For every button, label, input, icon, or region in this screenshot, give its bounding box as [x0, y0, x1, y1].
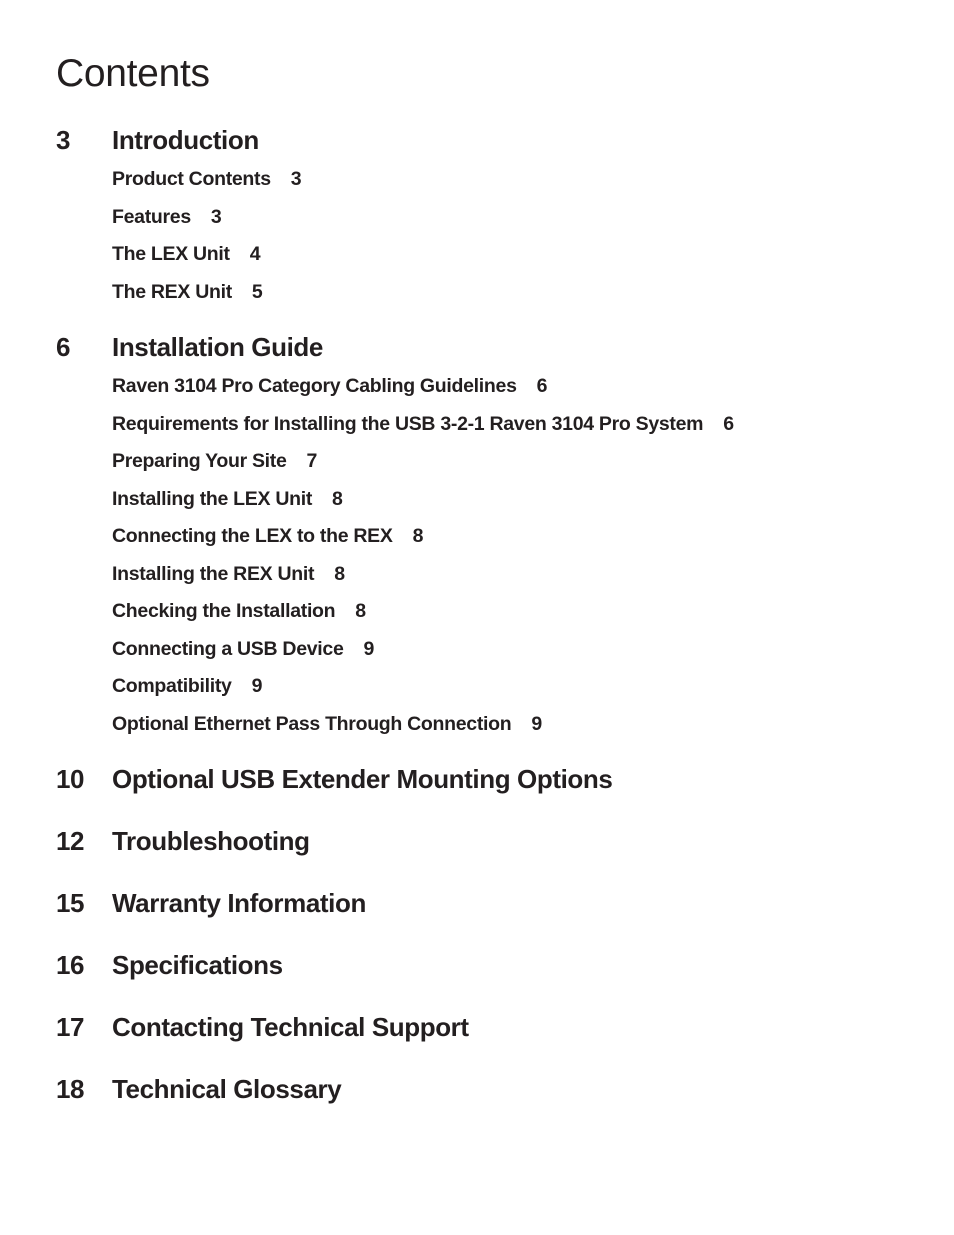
toc-sub-list [112, 161, 916, 311]
toc-item-title: Raven 3104 Pro Category Cabling Guidelines [112, 375, 517, 397]
toc-item-title: The REX Unit [112, 280, 232, 303]
toc-item-page-number: 3 [210, 205, 222, 228]
toc-section-heading[interactable] [56, 823, 916, 859]
toc-item-page-number: 6 [536, 375, 548, 397]
toc-item-title: Checking the Installation [112, 600, 336, 622]
toc-item-page-number: 8 [332, 487, 343, 510]
toc-item-page-number: 5 [251, 280, 263, 303]
toc-item-title: Installing the REX Unit [112, 562, 315, 585]
toc-section-mounting-options [56, 761, 916, 797]
toc-item[interactable] [112, 274, 916, 312]
toc-sub-list [112, 368, 916, 743]
toc-section-title: Troubleshooting [112, 826, 310, 856]
toc-item-title: Product Contents [112, 168, 271, 190]
toc-item-page-number: 3 [290, 168, 302, 190]
toc-item-page-number: 9 [251, 675, 263, 697]
toc-item[interactable] [112, 706, 916, 744]
toc-item-title: Preparing Your Site [112, 450, 287, 472]
toc-item-page-number: 4 [249, 243, 261, 265]
toc-section-heading[interactable] [56, 1071, 916, 1107]
toc-section-heading[interactable] [56, 885, 916, 921]
toc-section-page-number: 17 [56, 1012, 85, 1042]
toc-section-heading[interactable] [56, 761, 916, 797]
toc-item-page-number: 6 [723, 412, 734, 435]
toc-section-title: Technical Glossary [112, 1074, 342, 1104]
toc-item[interactable] [112, 481, 916, 519]
toc-section-heading[interactable] [56, 122, 916, 158]
toc-section-page-number: 16 [56, 950, 85, 980]
toc-item[interactable] [112, 518, 916, 556]
toc-section-introduction [56, 122, 916, 311]
toc-item-page-number: 8 [355, 600, 366, 622]
toc-item[interactable] [112, 443, 916, 481]
table-of-contents [56, 122, 916, 1107]
toc-item-page-number: 7 [306, 450, 318, 472]
page-title: Contents [56, 52, 210, 95]
toc-item[interactable] [112, 236, 916, 274]
toc-section-title: Installation Guide [112, 332, 323, 362]
toc-section-troubleshooting [56, 823, 916, 859]
toc-item[interactable] [112, 556, 916, 594]
toc-item-title: The LEX Unit [112, 243, 230, 265]
toc-item[interactable] [112, 593, 916, 631]
toc-section-warranty [56, 885, 916, 921]
toc-section-specifications [56, 947, 916, 983]
toc-section-heading[interactable] [56, 1009, 916, 1045]
toc-section-glossary [56, 1071, 916, 1107]
toc-section-title: Optional USB Extender Mounting Options [112, 764, 613, 794]
toc-item-page-number: 8 [334, 562, 345, 585]
toc-section-title: Specifications [112, 950, 283, 980]
toc-item-title: Optional Ethernet Pass Through Connection [112, 712, 512, 735]
toc-section-heading[interactable] [56, 947, 916, 983]
toc-item-page-number: 8 [412, 525, 424, 547]
toc-item[interactable] [112, 406, 916, 444]
toc-section-page-number: 10 [56, 764, 85, 794]
toc-section-title: Contacting Technical Support [112, 1012, 469, 1042]
toc-section-page-number: 12 [56, 826, 85, 856]
toc-section-title: Introduction [112, 125, 259, 155]
toc-item[interactable] [112, 368, 916, 406]
toc-section-heading[interactable] [56, 329, 916, 365]
toc-item-title: Requirements for Installing the USB 3-2-1 Raven 3104 Pro System [112, 412, 704, 435]
toc-item-title: Installing the LEX Unit [112, 487, 313, 510]
toc-item-page-number: 9 [531, 712, 542, 735]
toc-item[interactable] [112, 631, 916, 669]
toc-section-page-number: 15 [56, 888, 85, 918]
toc-section-installation-guide [56, 329, 916, 743]
toc-section-page-number: 3 [56, 125, 71, 155]
toc-item-title: Connecting a USB Device [112, 637, 344, 660]
toc-section-title: Warranty Information [112, 888, 366, 918]
toc-section-page-number: 18 [56, 1074, 85, 1104]
toc-item-title: Compatibility [112, 675, 232, 697]
toc-item-title: Features [112, 205, 191, 228]
toc-item[interactable] [112, 161, 916, 199]
toc-section-technical-support [56, 1009, 916, 1045]
toc-item[interactable] [112, 199, 916, 237]
toc-item[interactable] [112, 668, 916, 706]
toc-section-page-number: 6 [56, 332, 71, 362]
toc-item-page-number: 9 [363, 637, 375, 660]
toc-item-title: Connecting the LEX to the REX [112, 525, 393, 547]
